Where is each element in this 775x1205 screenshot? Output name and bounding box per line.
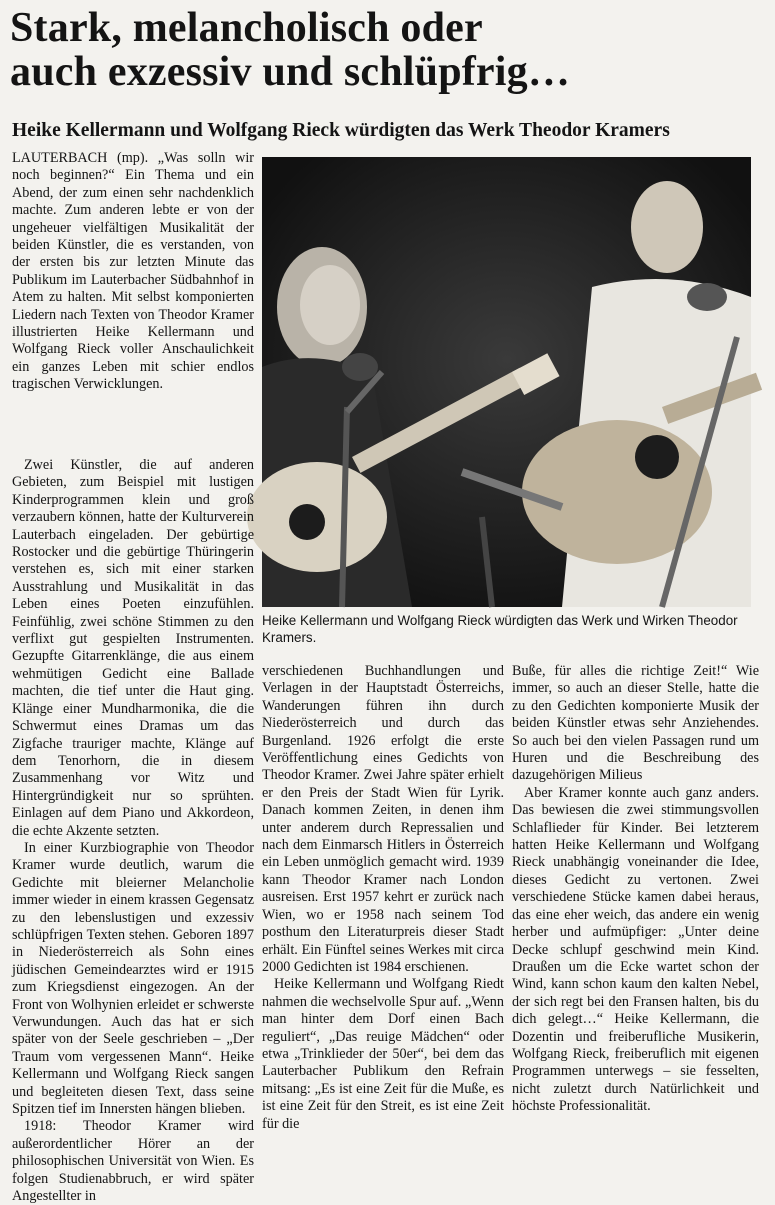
headline-line-2: auch exzessiv und schlüpfrig…	[10, 49, 571, 95]
paragraph: In einer Kurzbiographie von Theodor Kramer wurde deutlich, warum die Gedichte mit bleierner Melancholie immer wieder in einem krassen Gegensatz zu den lebenslustigen und exzessiv schlüpfrigen Texten stehen. Geboren 1897 in Niederösterreich als Sohn eines jüdischen Gemeindearztes wird er 1915 zum Kriegsdienst eingezogen. An der Front von Wolhynien erleidet er schwerste Verwundungen. Auch das hat er sich später von der Seele geschrieben – „Der Traum vom vergessenen Mann“. Heike Kellermann und Wolfgang Rieck sangen und begleiteten diesen Text, dass seine Spitzen tief im Innersten hängen blieben.	[12, 839, 254, 1118]
paragraph: Aber Kramer konnte auch ganz anders. Das bewiesen die zwei stimmungsvollen Schlaflieder für Kinder. Bei letzterem hatten Heike Kellermann und Wolfgang Rieck unabhängig voneinander die Idee, dieses Gedicht zu vertonen. Zwei verschiedene Stücke kamen dabei heraus, das eine eher weich, das andere ein wenig herber und aufmüpfiger: „Unter deine Decke schlupf geschwind mein Kind. Draußen um die Ecke wartet schon der Wind, kann schon kaum den kalten Nebel, der sich regt bei den Fransen halten, bis du dich gelegt…“ Heike Kellermann, die Dozentin und freiberufliche Musikerin, Wolfgang Rieck, freiberuflich mit eigenen Programmen unterwegs – sie fesselten, nicht zuletzt durch Natürlichkeit und höchste Professionalität.	[512, 784, 759, 1115]
paragraph: Zwei Künstler, die auf anderen Gebieten, zum Beispiel mit lustigen Kinderprogrammen klein und groß verzaubern können, hatte der Kulturverein Lauterbach eingeladen. Der gebürtige Rostocker und die gebürtige Thüringerin verstehen es, sich mit einer starken Ausstrahlung und Musikalität in das Leben eines Poeten einzufühlen. Feinfühlig, zwei schöne Stimmen zu den verflixt gut gespielten Instrumenten. Gezupfte Gitarrenklänge, die aus einem wehmütigen Gedicht eine Ballade machten, die tief unter die Haut ging. Klänge einer Mundharmonika, die die Schwermut eines Dramas um das Zigfache trauriger machte, Klänge auf dem Tenorhorn, die in diesem Zusammenhang vor Witz und Hintergründigkeit nur so sprühten. Einlagen auf dem Piano und Akkordeon, die echte Akzente setzten.	[12, 457, 254, 839]
column-3	[512, 663, 759, 1115]
headline	[10, 6, 770, 94]
paragraph: 1918: Theodor Kramer wird außerordentlicher Hörer an der philosophischen Universität von Wien. Es folgen Studienabbruch, er wird später Angestellter in	[12, 1118, 254, 1205]
paragraph: Heike Kellermann und Wolfgang Riedt nahmen die wechselvolle Spur auf. „Wenn man hinter dem Dorf einen Bach reguliert“, „Das reuige Mädchen“ oder etwa „Trinklieder der 50er“, bei dem das Lauterbacher Publikum den Refrain mitsang: „Es ist eine Zeit für die Muße, es ist eine Zeit für den Streit, es ist eine Zeit für die	[262, 976, 504, 1132]
paragraph: LAUTERBACH (mp). „Was solln wir noch beginnen?“ Ein Thema und ein Abend, der zum einen sehr nachdenklich machte. Zum anderen lebte er von der ungeheuer vielfältigen Musikalität der beiden Künstler, die es verstanden, von der ersten bis zur letzten Minute das Publikum im Lauterbacher Südbahnhof in Atem zu halten. Mit selbst komponierten Liedern nach Texten von Theodor Kramer illustrierten Heike Kellermann und Wolfgang Rieck voller Anschaulichkeit ein ganzes Leben mit schier endlos tragischen Verwicklungen.	[12, 150, 254, 393]
photo-caption: Heike Kellermann und Wolfgang Rieck würdigten das Werk und Wirken Theodor Kramers.	[262, 613, 738, 645]
paragraph: Buße, für alles die richtige Zeit!“ Wie immer, so auch an dieser Stelle, hatte die zu den Gedichten komponierte Musik der beiden Künstler etwas sehr Anziehendes. So auch bei den vielen Passagen rund um Huren und die Beschreibung des dazugehörigen Milieus	[512, 663, 759, 784]
column-2	[262, 663, 504, 1132]
musicians-photo	[262, 157, 751, 607]
paragraph: verschiedenen Buchhandlungen und Verlagen in der Hauptstadt Österreichs, Wanderungen führen ihn durch Niederösterreich und durch das Burgenland. 1926 erfolgt die erste Veröffentlichung eines Gedichts von Theodor Kramer. Zwei Jahre später erhielt er den Preis der Stadt Wien für Lyrik. Danach kommen Zeiten, in denen ihm unter anderem durch Repressalien und nach dem Einmarsch Hitlers in Österreich ein Leben unmöglich gemacht wird. 1939 kann Theodor Kramer nach London ausreisen. Erst 1957 kehrt er zurück nach Wien, wo er 1958 nach seinem Tod posthum den Literaturpreis dieser Stadt erhält. Ein Fünftel seines Werkes mit circa 2000 Gedichten ist 1984 erschienen.	[262, 663, 504, 975]
article-photo	[262, 157, 751, 607]
headline-line-1: Stark, melancholisch oder	[10, 5, 483, 51]
column-1-bottom	[12, 457, 254, 1205]
subheadline: Heike Kellermann und Wolfgang Rieck würdigten das Werk Theodor Kramers	[12, 120, 670, 141]
column-1-top	[12, 150, 254, 450]
